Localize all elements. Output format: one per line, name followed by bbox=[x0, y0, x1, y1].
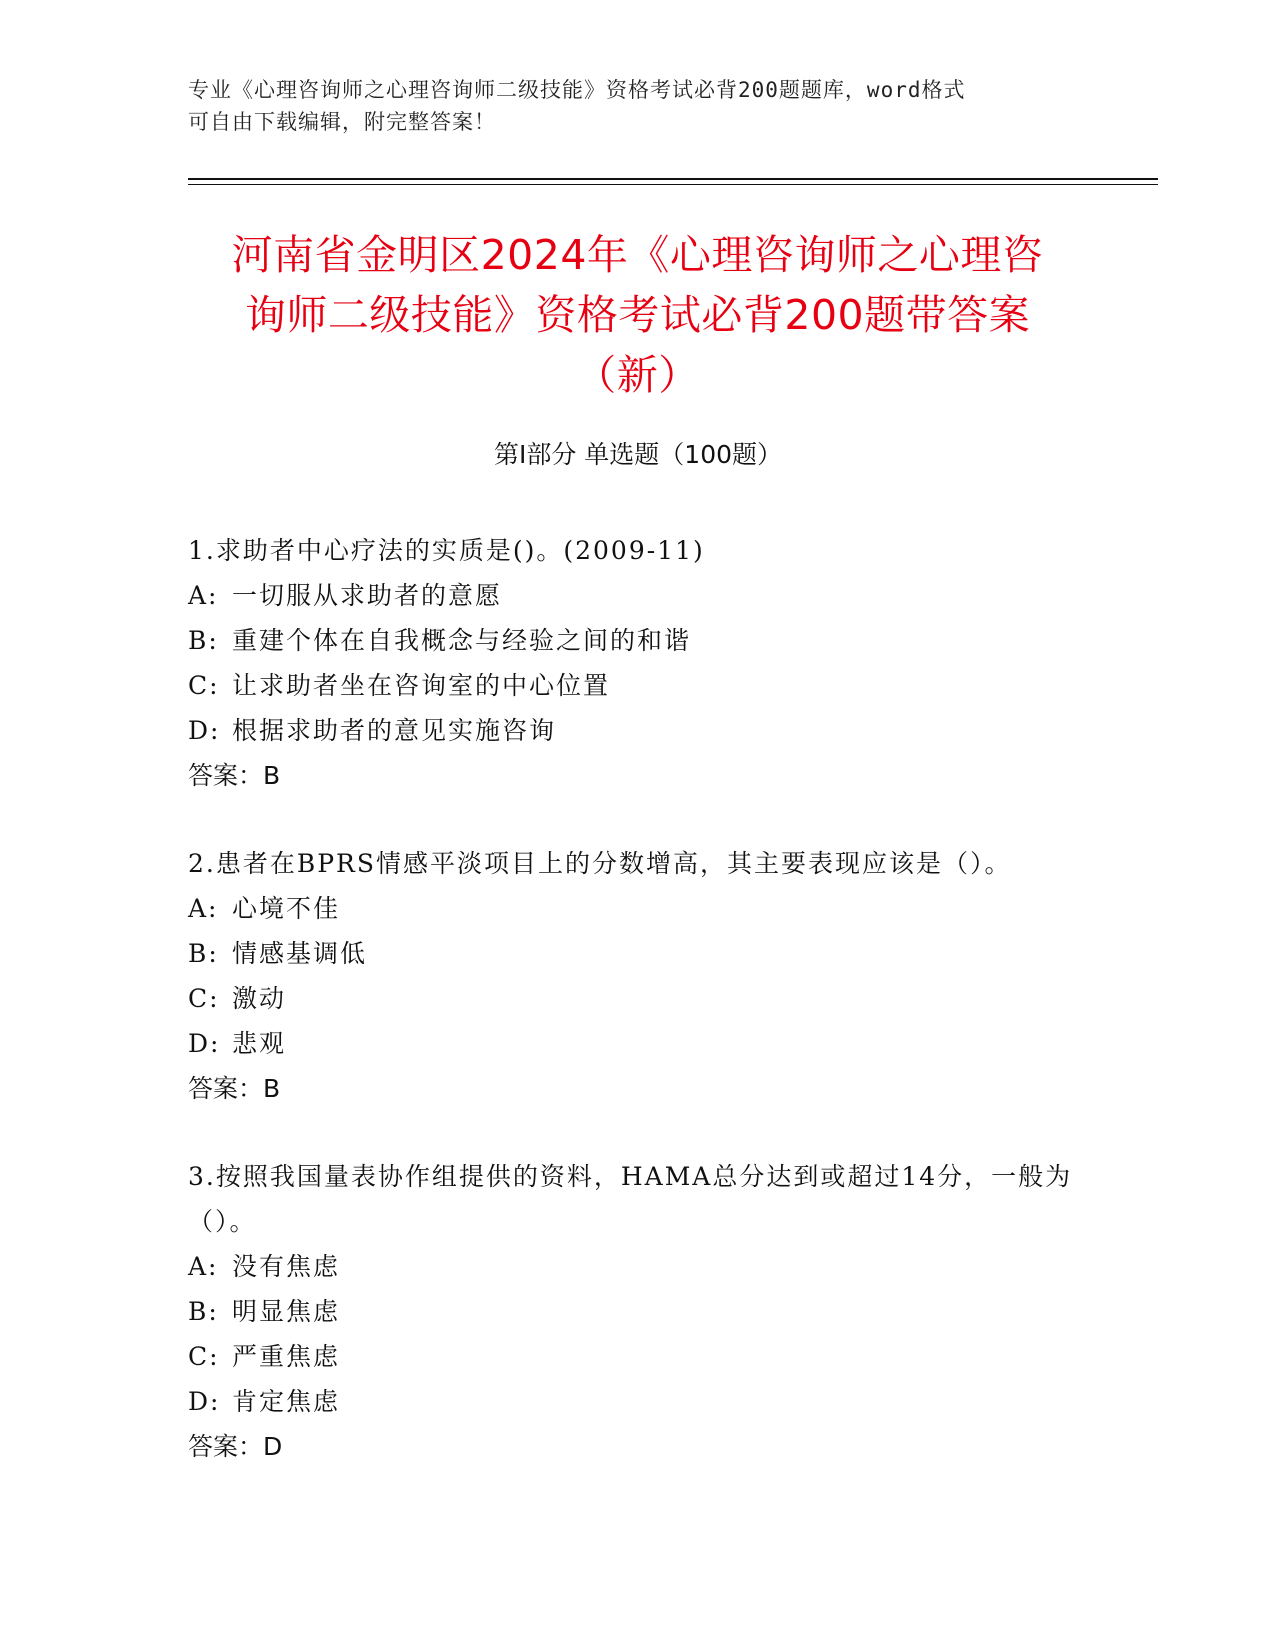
option-d bbox=[188, 1021, 1088, 1066]
option-a bbox=[188, 573, 1088, 618]
document-title bbox=[170, 225, 1105, 405]
document-title-line-3: （新） bbox=[575, 351, 700, 399]
question-2 bbox=[188, 841, 1088, 1111]
option-key: D: bbox=[188, 1029, 221, 1058]
option-text: 没有焦虑 bbox=[232, 1252, 341, 1281]
question-list bbox=[188, 528, 1088, 1512]
option-text: 情感基调低 bbox=[232, 939, 368, 968]
option-text: 重建个体在自我概念与经验之间的和谐 bbox=[232, 626, 692, 655]
option-text: 悲观 bbox=[232, 1029, 287, 1058]
option-text: 激动 bbox=[232, 984, 287, 1013]
answer-line: 答案：B bbox=[188, 1074, 281, 1103]
answer-line: 答案：D bbox=[188, 1432, 283, 1461]
header-divider-thin bbox=[188, 184, 1158, 185]
option-text: 根据求助者的意见实施咨询 bbox=[232, 716, 557, 745]
option-c bbox=[188, 1334, 1088, 1379]
option-text: 一切服从求助者的意愿 bbox=[232, 581, 503, 610]
option-key: B: bbox=[188, 939, 219, 968]
document-title-line-1: 河南省金明区2024年《心理咨询师之心理咨 bbox=[231, 231, 1044, 279]
option-d bbox=[188, 708, 1088, 753]
section-title: 第Ⅰ部分 单选题（100题） bbox=[493, 440, 783, 469]
header-divider-thick bbox=[188, 178, 1158, 180]
question-stem: 1.求助者中心疗法的实质是()。(2009-11) bbox=[188, 536, 705, 565]
option-a bbox=[188, 886, 1088, 931]
option-key: C: bbox=[188, 671, 220, 700]
option-text: 肯定焦虑 bbox=[232, 1387, 341, 1416]
question-stem: 3.按照我国量表协作组提供的资料，HAMA总分达到或超过14分，一般为（）。 bbox=[188, 1162, 1073, 1236]
option-key: A: bbox=[188, 1252, 219, 1281]
answer-line: 答案：B bbox=[188, 761, 281, 790]
option-c bbox=[188, 663, 1088, 708]
option-key: A: bbox=[188, 581, 219, 610]
option-b bbox=[188, 1289, 1088, 1334]
option-c bbox=[188, 976, 1088, 1021]
option-key: A: bbox=[188, 894, 219, 923]
option-key: C: bbox=[188, 984, 220, 1013]
header-note-line-2: 可自由下载编辑，附完整答案！ bbox=[188, 110, 496, 134]
option-key: C: bbox=[188, 1342, 220, 1371]
option-text: 心境不佳 bbox=[232, 894, 341, 923]
option-text: 让求助者坐在咨询室的中心位置 bbox=[232, 671, 611, 700]
option-key: B: bbox=[188, 626, 219, 655]
header-note bbox=[188, 74, 1088, 138]
question-1 bbox=[188, 528, 1088, 798]
question-3 bbox=[188, 1154, 1088, 1469]
option-text: 严重焦虑 bbox=[232, 1342, 341, 1371]
option-key: D: bbox=[188, 1387, 221, 1416]
option-key: B: bbox=[188, 1297, 219, 1326]
option-b bbox=[188, 931, 1088, 976]
option-d bbox=[188, 1379, 1088, 1424]
option-key: D: bbox=[188, 716, 221, 745]
header-note-line-1: 专业《心理咨询师之心理咨询师二级技能》资格考试必背200题题库，word格式 bbox=[188, 78, 966, 102]
document-title-line-2: 询师二级技能》资格考试必背200题带答案 bbox=[244, 291, 1031, 339]
option-a bbox=[188, 1244, 1088, 1289]
option-b bbox=[188, 618, 1088, 663]
option-text: 明显焦虑 bbox=[232, 1297, 341, 1326]
question-stem: 2.患者在BPRS情感平淡项目上的分数增高，其主要表现应该是（）。 bbox=[188, 849, 1012, 878]
